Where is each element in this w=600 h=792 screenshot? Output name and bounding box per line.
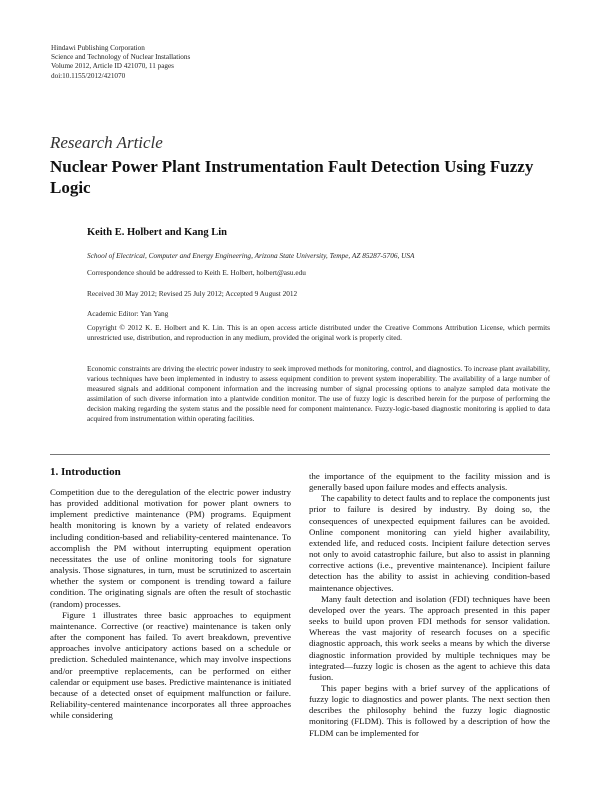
- academic-editor: Academic Editor: Yan Yang: [87, 309, 169, 318]
- correspondence: Correspondence should be addressed to Keith E. Holbert, holbert@asu.edu: [87, 268, 306, 277]
- volume-line: Volume 2012, Article ID 421070, 11 pages: [51, 62, 174, 71]
- divider: [50, 454, 550, 455]
- affiliation: School of Electrical, Computer and Energy Engineering, Arizona State University, Tempe, AZ 85287-5706, USA: [87, 251, 415, 260]
- body-paragraph: Figure 1 illustrates three basic approaches to equipment maintenance. Corrective (or reactive) maintenance is taken only after the component has failed. To avert breakdown, preventive approaches involve anticipatory actions based on a schedule or prediction. Scheduled maintenance, which may involve inspections and/or preemptive replacements, can be performed on either calendar or equipment use bases. Predictive maintenance is initiated because of a detected onset of equipment malfunction or failure. Reliability-centered maintenance incorporates all three approaches while considering: [50, 609, 291, 721]
- body-paragraph: Competition due to the deregulation of the electric power industry has provided additional motivation for power plant owners to implement predictive maintenance (PM) programs. Equipment health monitoring is known by a variety of related endeavors including condition-based and reliability-centered maintenance. To accomplish the PM without interrupting equipment operation necessitates the use of online monitoring tools for signature analysis. Those signatures, in turn, must be scrutinized to ascertain whether the system or component is trending toward a failure condition. The originating signals are often the result of stochastic (random) processes.: [50, 487, 291, 609]
- paper-title: Nuclear Power Plant Instrumentation Fault Detection Using Fuzzy Logic: [50, 157, 534, 197]
- article-type: Research Article: [50, 133, 163, 152]
- section-heading: 1. Introduction: [50, 466, 121, 478]
- copyright-notice: Copyright © 2012 K. E. Holbert and K. Lin. This is an open access article distributed under the Creative Commons Attribution License, which permits unrestricted use, distribution, and reproduction in any medium, provided the original work is properly cited.: [87, 323, 550, 342]
- received-dates: Received 30 May 2012; Revised 25 July 2012; Accepted 9 August 2012: [87, 289, 298, 298]
- journal-header: [51, 44, 190, 81]
- body-paragraph: This paper begins with a brief survey of the applications of fuzzy logic to diagnostics and power plants. The next section then describes the philosophy behind the fuzzy logic diagnostic monitoring (FLDM). This is followed by a description of how the FLDM can be implemented for: [309, 682, 550, 738]
- authors: Keith E. Holbert and Kang Lin: [87, 227, 228, 238]
- journal-name-line: Science and Technology of Nuclear Installations: [51, 53, 191, 62]
- body-paragraph: the importance of the equipment to the facility mission and is generally based upon failure modes and effects analysis.: [309, 471, 550, 493]
- body-paragraph: Many fault detection and isolation (FDI) techniques have been developed over the years. The approach presented in this paper seeks to build upon proven FDI methods for sensor validation. Whereas the vast majority of research focuses on a specific diagnostic approach, this work seeks a means by which the diverse diagnostic information provided by multiple techniques may be integrated—fuzzy logic is chosen as the agent to achieve this data fusion.: [309, 593, 550, 682]
- body-paragraph: The capability to detect faults and to replace the components just prior to failure is desired by industry. By doing so, the consequences of unexpected equipment failures can be avoided. Online component monitoring can yield higher availability, extended life, and reduced costs. Incipient failure detection serves not only to avoid catastrophic failure, but also to assist in planning corrective actions (i.e., preventive maintenance). Incipient failure detection has the ability to assist in achieving condition-based maintenance objectives.: [309, 493, 550, 593]
- column-left: [50, 466, 291, 721]
- column-right: [309, 471, 550, 739]
- abstract: Economic constraints are driving the electric power industry to seek improved methods for monitoring, control, and diagnostics. To increase plant availability, various techniques have been implemented in industry to assess equipment condition to prevent system inoperability. The availability of a large number of measured signals and additional component information and the increasing number of signal processing options to analyze sampled data motivate the assimilation of such diverse information into a plantwide condition monitor. The use of fuzzy logic is described herein for the purpose of performing the decision making regarding the system status and the possible need for component maintenance. Fuzzy-logic-based diagnostic monitoring is applied to data acquired from instrumentation within operating facilities.: [87, 364, 550, 423]
- publisher-line: Hindawi Publishing Corporation: [51, 44, 145, 52]
- doi-line: doi:10.1155/2012/421070: [51, 71, 126, 80]
